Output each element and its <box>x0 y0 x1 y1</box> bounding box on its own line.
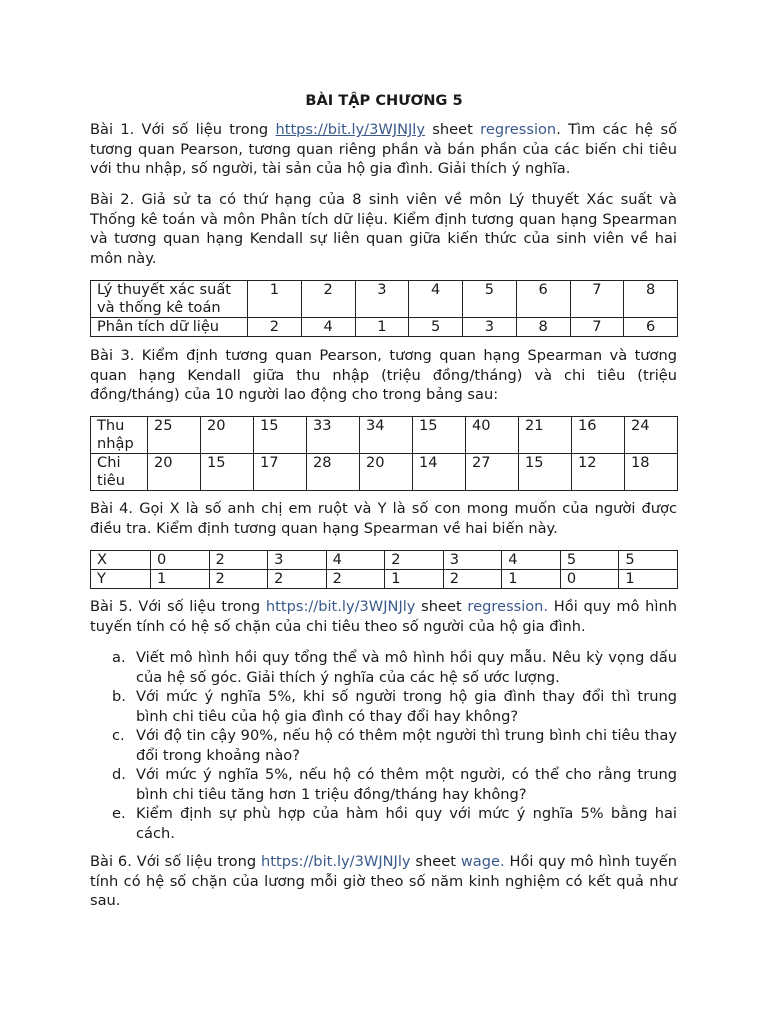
table-cell: X <box>91 551 151 570</box>
table-cell: 1 <box>385 570 444 589</box>
table-cell: 18 <box>625 454 678 491</box>
table-cell: 3 <box>268 551 327 570</box>
list-marker: c. <box>112 727 125 744</box>
table-cell: 4 <box>409 281 463 318</box>
table-cell: 8 <box>624 281 678 318</box>
table-cell: 16 <box>572 417 625 454</box>
income-spending-table <box>90 416 678 491</box>
table-cell: 2 <box>268 570 327 589</box>
rank-table <box>90 280 678 337</box>
list-item <box>112 687 677 726</box>
table-cell: 2 <box>385 551 444 570</box>
table-cell: Y <box>91 570 151 589</box>
list-marker: e. <box>112 805 126 822</box>
table-cell: 24 <box>625 417 678 454</box>
exercise-6-sheet: wage. <box>460 853 505 870</box>
table-cell: 2 <box>248 318 302 337</box>
table-cell: 33 <box>307 417 360 454</box>
table-cell: 14 <box>413 454 466 491</box>
list-item-text: Với mức ý nghĩa 5%, nếu hộ có thêm một người, có thể cho rằng trung bình chi tiêu tăng hơn 1 triệu đồng/tháng hay không? <box>136 766 677 803</box>
list-item-text: Với độ tin cậy 90%, nếu hộ có thêm một người thì trung bình chi tiêu thay đổi trong khoảng nào? <box>136 727 677 764</box>
table-cell: 7 <box>570 281 624 318</box>
table-cell: 2 <box>301 281 355 318</box>
table-cell: 5 <box>619 551 678 570</box>
table-cell: 1 <box>355 318 409 337</box>
table-cell: 7 <box>570 318 624 337</box>
exercise-3: Bài 3. Kiểm định tương quan Pearson, tương quan hạng Spearman và tương quan hạng Kendall giữa thu nhập (triệu đồng/tháng) và chi tiêu (triệu đồng/tháng) của 10 người lao động cho trong bảng sau: <box>90 347 677 403</box>
table-cell: Phân tích dữ liệu <box>91 318 248 337</box>
table-cell: 3 <box>443 551 502 570</box>
exercise-5 <box>90 597 677 636</box>
table-cell: 15 <box>519 454 572 491</box>
table-cell: Thu nhập <box>91 417 148 454</box>
table-cell: 2 <box>443 570 502 589</box>
table-cell: 6 <box>516 281 570 318</box>
table-cell: 21 <box>519 417 572 454</box>
exercise-1-suffix: . Tìm các hệ số tương quan Pearson, tương quan riêng phần và bán phần của các biến chi tiêu với thu nhập, số người, tài sản của hộ gia đình. Giải thích ý nghĩa. <box>90 121 677 177</box>
list-item <box>112 765 677 804</box>
exercise-6-mid: sheet <box>410 853 461 870</box>
table-row <box>91 570 678 589</box>
table-cell: 0 <box>151 551 210 570</box>
exercise-5-link[interactable]: https://bit.ly/3WJNJly <box>265 598 416 615</box>
list-item-text: Với mức ý nghĩa 5%, khi số người trong hộ gia đình thay đổi thì trung bình chi tiêu của hộ gia đình có thay đổi hay không? <box>136 688 677 725</box>
list-marker: a. <box>112 649 126 666</box>
exercise-1-sheet: regression <box>480 121 557 138</box>
table-cell: 2 <box>326 570 385 589</box>
exercise-6 <box>90 852 677 911</box>
table-cell: 17 <box>254 454 307 491</box>
table-row <box>91 318 678 337</box>
exercise-5-subquestions <box>112 648 677 843</box>
table-cell: 1 <box>248 281 302 318</box>
exercise-5-mid: sheet <box>415 598 468 615</box>
table-row <box>91 281 678 318</box>
table-row <box>91 417 678 454</box>
table-cell: 2 <box>209 570 268 589</box>
exercise-1-prefix: Bài 1. Với số liệu trong <box>90 121 276 138</box>
xy-table <box>90 550 678 589</box>
table-cell: 15 <box>201 454 254 491</box>
list-marker: d. <box>112 766 126 783</box>
table-cell: 4 <box>326 551 385 570</box>
page-title: BÀI TẬP CHƯƠNG 5 <box>305 92 463 109</box>
exercise-1-link[interactable]: https://bit.ly/3WJNJly <box>275 121 425 138</box>
table-cell: 28 <box>307 454 360 491</box>
list-item <box>112 726 677 765</box>
table-cell: 5 <box>560 551 619 570</box>
table-cell: 1 <box>502 570 561 589</box>
table-cell: 20 <box>360 454 413 491</box>
table-cell: 1 <box>151 570 210 589</box>
table-cell: Lý thuyết xác suất và thống kê toán <box>91 281 248 318</box>
table-cell: 20 <box>201 417 254 454</box>
table-cell: 34 <box>360 417 413 454</box>
exercise-1 <box>90 120 677 179</box>
list-item-text: Viết mô hình hồi quy tổng thể và mô hình hồi quy mẫu. Nêu kỳ vọng dấu của hệ số góc. Giải thích ý nghĩa của các hệ số ước lượng. <box>136 649 677 686</box>
table-cell: 5 <box>463 281 517 318</box>
table-cell: 4 <box>502 551 561 570</box>
table-cell: Chi tiêu <box>91 454 148 491</box>
table-cell: 3 <box>463 318 517 337</box>
table-cell: 1 <box>619 570 678 589</box>
table-row <box>91 454 678 491</box>
table-cell: 3 <box>355 281 409 318</box>
list-marker: b. <box>112 688 126 705</box>
table-row <box>91 551 678 570</box>
exercise-6-link[interactable]: https://bit.ly/3WJNJly <box>261 853 411 870</box>
table-cell: 15 <box>413 417 466 454</box>
table-cell: 5 <box>409 318 463 337</box>
table-cell: 20 <box>148 454 201 491</box>
table-cell: 0 <box>560 570 619 589</box>
table-cell: 4 <box>301 318 355 337</box>
exercise-5-prefix: Bài 5. Với số liệu trong <box>90 598 266 615</box>
table-cell: 2 <box>209 551 268 570</box>
exercise-1-mid: sheet <box>425 121 481 138</box>
exercise-5-suffix: Hồi quy mô hình tuyến tính có hệ số chặn của chi tiêu theo số người của hộ gia đình. <box>90 598 677 635</box>
table-cell: 8 <box>516 318 570 337</box>
exercise-6-prefix: Bài 6. Với số liệu trong <box>90 853 261 870</box>
list-item <box>112 804 677 843</box>
table-cell: 25 <box>148 417 201 454</box>
table-cell: 27 <box>466 454 519 491</box>
table-cell: 15 <box>254 417 307 454</box>
exercise-6-suffix: Hồi quy mô hình tuyến tính có hệ số chặn của lương mỗi giờ theo số năm kinh nghiệm có kết quả như sau. <box>90 853 677 909</box>
table-cell: 12 <box>572 454 625 491</box>
exercise-5-sheet: regression. <box>467 598 549 615</box>
list-item-text: Kiểm định sự phù hợp của hàm hồi quy với mức ý nghĩa 5% bằng hai cách. <box>136 805 677 842</box>
exercise-4: Bài 4. Gọi X là số anh chị em ruột và Y là số con mong muốn của người được điều tra. Kiểm định tương quan hạng Spearman về hai biến này. <box>90 500 677 537</box>
exercise-2: Bài 2. Giả sử ta có thứ hạng của 8 sinh viên về môn Lý thuyết Xác suất và Thống kê toán và môn Phân tích dữ liệu. Kiểm định tương quan hạng Spearman và tương quan hạng Kendall sự liên quan giữa kiến thức của sinh viên về hai môn này. <box>90 191 677 267</box>
table-cell: 6 <box>624 318 678 337</box>
list-item <box>112 648 677 687</box>
table-cell: 40 <box>466 417 519 454</box>
